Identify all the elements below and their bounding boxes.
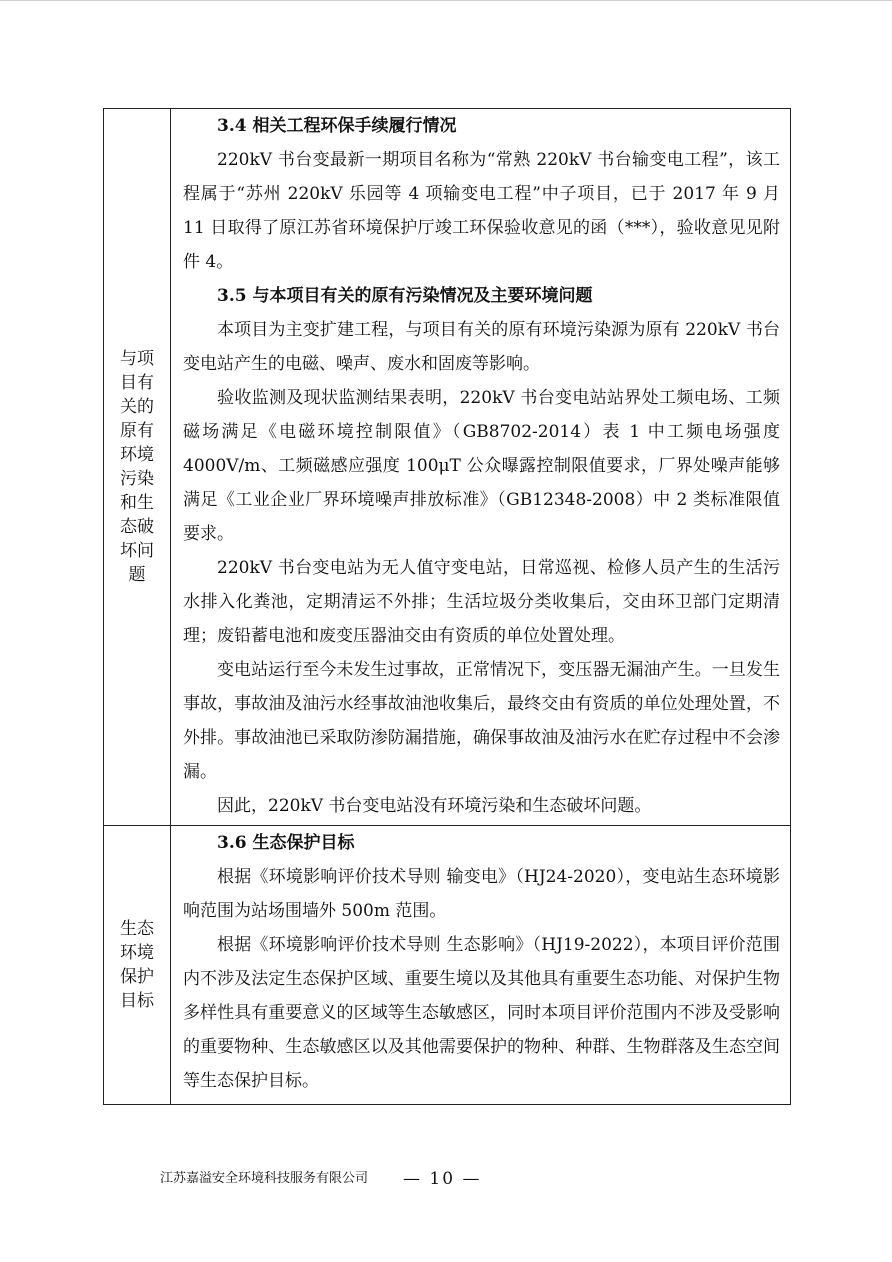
row-label-cell [104,826,171,1105]
section-heading-3-6: 3.6 生态保护目标 [217,833,355,853]
row-content-cell [171,109,791,826]
page-top-border [0,0,892,1]
paragraph: 根据《环境影响评价技术导则 输变电》（HJ24-2020），变电站生态环境影响范围为站场围墙外 500m 范围。 [183,867,780,921]
row-content-cell [171,826,791,1105]
paragraph: 根据《环境影响评价技术导则 生态影响》（HJ19-2022），本项目评价范围内不涉及法定生态保护区域、重要生境以及其他具有重要生态功能、对保护生物多样性具有重要意义的区域等生态敏感区，同时本项目评价范围内不涉及受影响的重要物种、生态敏感区以及其他需要保护的物种、种群、生物群落及生态空间等生态保护目标。 [183,935,780,1091]
page-footer [160,1164,720,1194]
paragraph: 因此，220kV 书台变电站没有环境污染和生态破坏问题。 [217,796,652,816]
section-heading-3-5: 3.5 与本项目有关的原有污染情况及主要环境问题 [217,286,593,306]
paragraph: 变电站运行至今未发生过事故，正常情况下，变压器无漏油产生。一旦发生事故，事故油及油污水经事故油池收集后，最终交由有资质的单位处理处置，不外排。事故油池已采取防渗防漏措施，确保事故油及油污水在贮存过程中不会渗漏。 [183,660,780,782]
document-table [103,108,791,1105]
paragraph: 220kV 书台变电站为无人值守变电站，日常巡视、检修人员产生的生活污水排入化粪池，定期清运不外排；生活垃圾分类收集后，交由环卫部门定期清理；废铅蓄电池和废变压器油交由有资质的单位处置处理。 [183,558,780,646]
paragraph: 本项目为主变扩建工程，与项目有关的原有环境污染源为原有 220kV 书台变电站产生的电磁、噪声、废水和固废等影响。 [183,320,780,374]
row-label-cell [104,109,171,826]
table-row-existing-pollution [104,109,791,826]
paragraph: 220kV 书台变最新一期项目名称为“常熟 220kV 书台输变电工程”，该工程属于“苏州 220kV 乐园等 4 项输变电工程”中子项目，已于 2017 年 9 月 11 日取得了原江苏省环境保护厅竣工环保验收意见的函（***），验收意见见附件 4。 [183,150,780,272]
footer-company: 江苏嘉溢安全环境科技服务有限公司 [160,1171,369,1186]
row-label: 生态环境保护目标 [120,919,154,1011]
section-heading-3-4: 3.4 相关工程环保手续履行情况 [217,116,457,136]
table-row-eco-protection [104,826,791,1105]
page-number: — 10 — [403,1169,482,1189]
row-label: 与项目有关的原有环境污染和生态破坏问题 [120,349,154,585]
paragraph: 验收监测及现状监测结果表明，220kV 书台变电站站界处工频电场、工频磁场满足《电磁环境控制限值》（GB8702-2014）表 1 中工频电场强度 4000V/m、工频磁感应强度 100μT 公众曝露控制限值要求，厂界处噪声能够满足《工业企业厂界环境噪声排放标准》（GB12348-2008）中 2 类标准限值要求。 [183,388,780,544]
